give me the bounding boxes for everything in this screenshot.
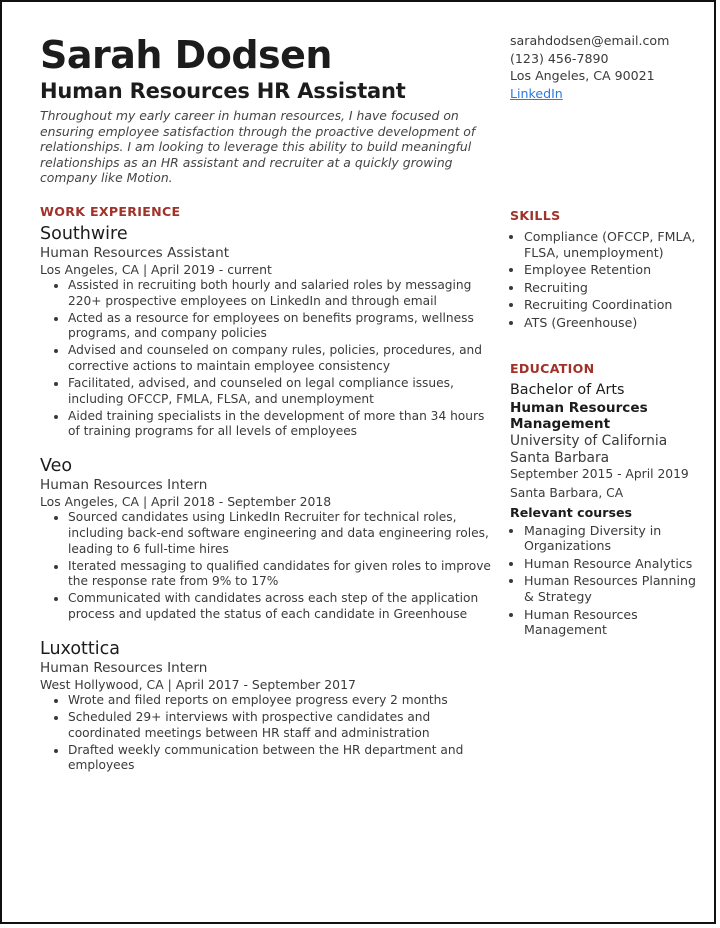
job-company: Luxottica (40, 639, 120, 660)
job-entry (40, 223, 492, 440)
degree: Bachelor of Arts (510, 381, 625, 398)
job-meta: Los Angeles, CA | April 2018 - September 2018 (40, 494, 332, 510)
summary: Throughout my early career in human resources, I have focused on ensuring employee satisfaction through the proactive development of relationships. I am looking to leverage this ability to build meaningful relationships as an HR assistant and recruiter at a quickly growing company like Motion. (40, 108, 476, 186)
job-title: Human Resources Assistant (40, 244, 230, 261)
list-item: • Advised and counseled on company rules, policies, procedures, and corrective actions to maintain employee consistency (68, 343, 492, 374)
education-location: Santa Barbara, CA (510, 486, 624, 501)
job-meta: West Hollywood, CA | April 2017 - September 2017 (40, 677, 356, 693)
work-experience-heading: WORK EXPERIENCE (40, 203, 181, 219)
list-item: • Drafted weekly communication between the HR department and employees (68, 743, 492, 774)
education-dates: September 2015 - April 2019 (510, 466, 689, 481)
list-item: • ATS (Greenhouse) (524, 315, 700, 331)
major: Human Resources Management (510, 399, 648, 433)
list-item: • Employee Retention (524, 262, 700, 278)
list-item: • Human Resources Management (524, 607, 700, 638)
list-item: • Recruiting Coordination (524, 297, 700, 313)
main-column (40, 32, 492, 776)
job-bullets (40, 693, 492, 774)
job-bullets (40, 510, 492, 622)
job-entry (40, 455, 492, 622)
linkedin-link[interactable]: LinkedIn (510, 85, 563, 101)
list-item: • Sourced candidates using LinkedIn Recruiter for technical roles, including back-end software engineering and data engineering roles, leading to 6 full-time hires (68, 510, 492, 557)
contact-phone: (123) 456-7890 (510, 50, 609, 66)
job-company: Veo (40, 456, 73, 477)
contact-location: Los Angeles, CA 90021 (510, 68, 655, 83)
job-title: Human Resources Intern (40, 660, 208, 677)
skills-heading: SKILLS (510, 208, 561, 223)
list-item: • Scheduled 29+ interviews with prospective candidates and coordinated meetings between HR staff and administration (68, 710, 492, 741)
courses-heading: Relevant courses (510, 504, 633, 520)
list-item: • Wrote and filed reports on employee progress every 2 months (68, 693, 492, 709)
list-item: • Aided training specialists in the development of more than 34 hours of training programs for all levels of employees (68, 409, 492, 440)
list-item: • Recruiting (524, 280, 700, 296)
education-heading: EDUCATION (510, 360, 595, 376)
sidebar-column (510, 32, 700, 640)
list-item: • Assisted in recruiting both hourly and salaried roles by messaging 220+ prospective employees on LinkedIn and through email (68, 278, 492, 309)
job-bullets (40, 278, 492, 440)
list-item: • Human Resource Analytics (524, 556, 700, 572)
candidate-role: Human Resources HR Assistant (40, 79, 406, 103)
candidate-name: Sarah Dodsen (40, 33, 332, 77)
job-entry (40, 638, 492, 774)
skills-list (510, 229, 700, 331)
courses-list (510, 523, 700, 638)
job-company: Southwire (40, 223, 128, 244)
school: University of California Santa Barbara (510, 432, 668, 466)
job-meta: Los Angeles, CA | April 2019 - current (40, 261, 272, 277)
contact-email: sarahdodsen@email.com (510, 33, 670, 48)
contact-block (510, 32, 700, 102)
list-item: • Human Resources Planning & Strategy (524, 573, 700, 604)
list-item: • Communicated with candidates across each step of the application process and updated the status of each candidate in Greenhouse (68, 591, 492, 622)
list-item: • Compliance (OFCCP, FMLA, FLSA, unemployment) (524, 229, 700, 260)
list-item: • Managing Diversity in Organizations (524, 523, 700, 554)
list-item: • Facilitated, advised, and counseled on legal compliance issues, including OFCCP, FMLA, FLSA, and unemployment (68, 376, 492, 407)
list-item: • Iterated messaging to qualified candidates for given roles to improve the response rate from 9% to 17% (68, 559, 492, 590)
list-item: • Acted as a resource for employees on benefits programs, wellness programs, and company policies (68, 311, 492, 342)
job-title: Human Resources Intern (40, 477, 208, 494)
